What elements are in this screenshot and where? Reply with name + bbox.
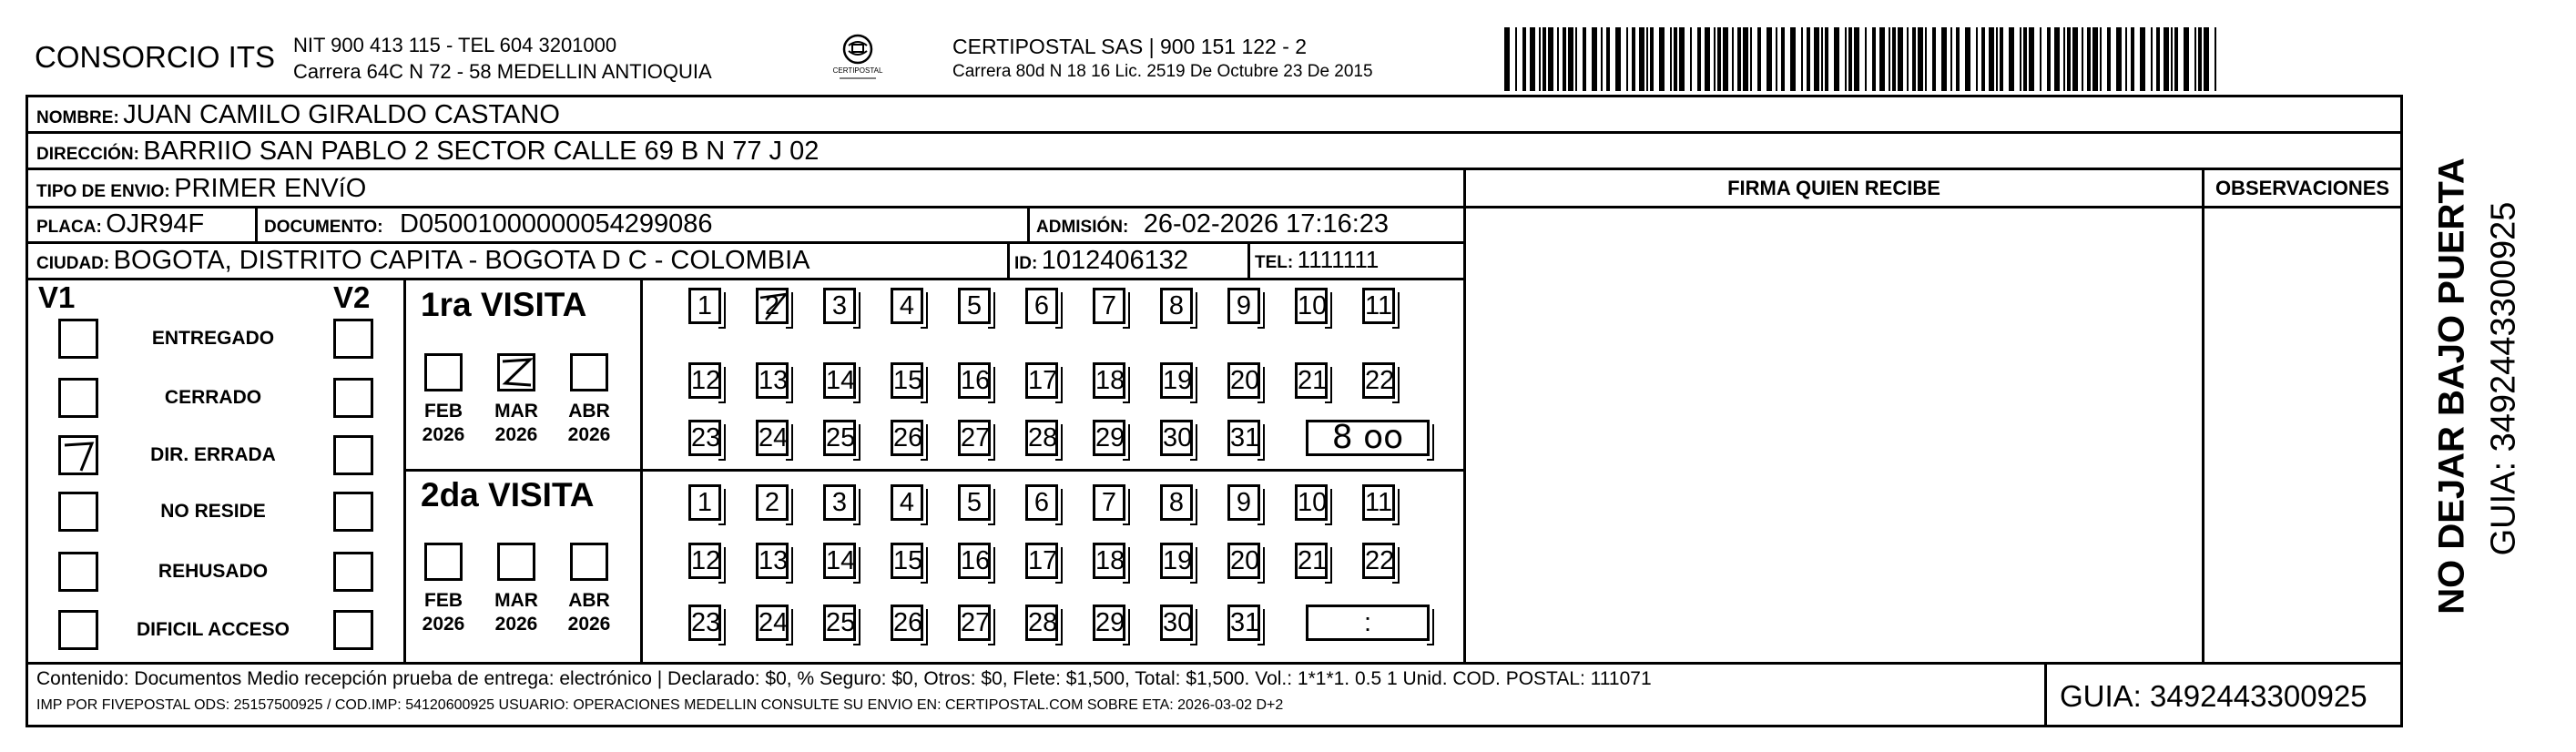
documento-row xyxy=(264,209,713,239)
tipo-row xyxy=(36,174,366,204)
hand-check-icon xyxy=(500,356,533,389)
day-box[interactable]: 27 xyxy=(958,605,991,641)
barcode-bar xyxy=(2092,27,2098,91)
day-box[interactable]: 16 xyxy=(958,543,991,579)
barcode-bar xyxy=(2198,27,2202,91)
column-line xyxy=(1007,241,1010,278)
barcode-bar xyxy=(1732,27,1734,91)
barcode-bar xyxy=(1563,27,1566,91)
svg-text:CERTIPOSTAL: CERTIPOSTAL xyxy=(832,66,883,75)
year-label: 2026 xyxy=(567,614,611,635)
barcode-bar xyxy=(1530,27,1535,91)
barcode-bar xyxy=(1918,27,1923,91)
barcode-bar xyxy=(2174,27,2178,91)
day-box[interactable]: 14 xyxy=(823,362,856,399)
day-box[interactable]: 22 xyxy=(1362,362,1395,399)
day-box[interactable]: 24 xyxy=(756,420,789,456)
barcode-bar xyxy=(2131,27,2134,91)
barcode-bar xyxy=(1639,27,1644,91)
barcode-bar xyxy=(1615,27,1621,91)
day-box[interactable]: 23 xyxy=(688,420,721,456)
month-checkbox[interactable] xyxy=(497,543,535,581)
barcode-bar xyxy=(1776,27,1777,91)
nombre-label: NOMBRE: xyxy=(36,108,119,127)
id-label: ID: xyxy=(1014,254,1038,273)
barcode-bar xyxy=(2164,27,2169,91)
barcode-bar xyxy=(2204,27,2209,91)
barcode-bar xyxy=(2184,27,2189,91)
barcode-bar xyxy=(1825,27,1828,91)
day-box[interactable]: 24 xyxy=(756,605,789,641)
day-box[interactable]: 18 xyxy=(1093,362,1125,399)
day-box[interactable]: 17 xyxy=(1025,362,1058,399)
barcode-bar xyxy=(1932,27,1936,91)
day-box[interactable]: 26 xyxy=(891,605,923,641)
tel-value: 1111111 xyxy=(1297,246,1380,273)
day-box[interactable]: 18 xyxy=(1093,543,1125,579)
month-checkbox[interactable] xyxy=(424,353,463,391)
year-label: 2026 xyxy=(567,424,611,445)
barcode-bar xyxy=(1650,27,1654,91)
day-box[interactable]: 20 xyxy=(1227,362,1260,399)
barcode-bar xyxy=(1892,27,1896,91)
day-box[interactable]: 7 xyxy=(1093,484,1125,521)
barcode-bar xyxy=(1601,27,1603,91)
placa-row xyxy=(36,209,204,239)
side-no-dejar: NO DEJAR BAJO PUERTA xyxy=(2431,158,2472,615)
barcode-bar xyxy=(2194,27,2196,91)
row-line xyxy=(25,131,2403,134)
day-box[interactable]: 4 xyxy=(891,484,923,521)
status-option-label: CERRADO xyxy=(164,387,262,408)
barcode-bar xyxy=(1737,27,1741,91)
hand-mark-icon xyxy=(759,290,789,325)
tel-label: TEL: xyxy=(1255,253,1294,272)
ciudad-value: BOGOTA, DISTRITO CAPITA - BOGOTA D C - COLOMBIA xyxy=(113,246,810,275)
day-box[interactable]: 1 xyxy=(688,484,721,521)
barcode-bar xyxy=(1976,27,1978,91)
day-box[interactable]: 4 xyxy=(891,288,923,324)
barcode-bar xyxy=(2054,27,2060,91)
barcode-bar xyxy=(1912,27,1916,91)
barcode-bar xyxy=(1807,27,1810,91)
firma-header: FIRMA QUIEN RECIBE xyxy=(1727,177,1940,199)
barcode-bar xyxy=(1539,27,1541,91)
hand-check-icon xyxy=(61,438,96,473)
barcode-bar xyxy=(1743,27,1748,91)
month-label: MAR xyxy=(494,590,538,611)
barcode-bar xyxy=(2100,27,2102,91)
day-box[interactable]: 30 xyxy=(1160,420,1193,456)
day-box[interactable]: 17 xyxy=(1025,543,1058,579)
day-box[interactable]: 14 xyxy=(823,543,856,579)
barcode-bar xyxy=(1723,27,1728,91)
barcode-bar xyxy=(1659,27,1665,91)
day-box[interactable]: 20 xyxy=(1227,543,1260,579)
day-box[interactable]: 15 xyxy=(891,543,923,579)
direccion-value: BARRIIO SAN PABLO 2 SECTOR CALLE 69 B N 77 J 02 xyxy=(143,137,820,166)
barcode-bar xyxy=(2020,27,2021,91)
company-name: CONSORCIO ITS xyxy=(35,40,276,74)
barcode-bar xyxy=(1679,27,1685,91)
month-checkbox[interactable] xyxy=(497,353,535,391)
barcode-bar xyxy=(1674,27,1677,91)
second-visit-title: 2da VISITA xyxy=(421,476,595,513)
time-box[interactable]: 8 oo xyxy=(1306,420,1430,456)
day-box[interactable]: 11 xyxy=(1362,288,1395,324)
month-label: MAR xyxy=(494,401,538,422)
barcode-bar xyxy=(2047,27,2051,91)
barcode-bar xyxy=(1646,27,1648,91)
courier-name: CERTIPOSTAL SAS | 900 151 122 - 2 xyxy=(952,35,1308,58)
barcode-bar xyxy=(1889,27,1890,91)
barcode-bar xyxy=(2116,27,2122,91)
barcode-bar xyxy=(1543,27,1546,91)
barcode-bar xyxy=(1606,27,1610,91)
column-line xyxy=(2044,662,2047,727)
barcode-bar xyxy=(1989,27,1994,91)
time-box[interactable]: : xyxy=(1306,605,1430,641)
barcode-bar xyxy=(2023,27,2027,91)
barcode-bar xyxy=(2067,27,2071,91)
certipostal-logo xyxy=(829,33,887,84)
tipo-value: PRIMER ENVíO xyxy=(174,174,367,203)
status-option-label: DIFICIL ACCESO xyxy=(136,619,290,640)
footer-contenido: Contenido: Documentos Medio recepción prueba de entrega: electrónico | Declarado: $0, % Seguro: $0, Otros: $0, Flete: $1,500, Total: $1,500. Vol.: 1*1*1. 0.5 1 Unid. COD. POSTAL: 111071 xyxy=(36,668,1652,689)
v1-checkbox[interactable] xyxy=(58,552,98,592)
column-line xyxy=(1247,241,1250,278)
nombre-row xyxy=(36,100,560,130)
documento-label: DOCUMENTO: xyxy=(264,218,383,237)
barcode-bar xyxy=(1632,27,1635,91)
day-box[interactable]: 30 xyxy=(1160,605,1193,641)
day-box[interactable]: 12 xyxy=(688,543,721,579)
barcode-bar xyxy=(2151,27,2153,91)
day-box[interactable]: 1 xyxy=(688,288,721,324)
day-box[interactable]: 28 xyxy=(1025,420,1058,456)
day-box[interactable]: 19 xyxy=(1160,543,1193,579)
barcode-bar xyxy=(1504,27,1510,91)
column-line xyxy=(255,206,258,241)
barcode-bar xyxy=(2000,27,2003,91)
day-box[interactable]: 5 xyxy=(958,484,991,521)
status-option-label: NO RESIDE xyxy=(160,501,266,522)
ciudad-label: CIUDAD: xyxy=(36,254,110,273)
day-box[interactable]: 25 xyxy=(823,605,856,641)
month-checkbox[interactable] xyxy=(424,543,463,581)
day-box[interactable]: 29 xyxy=(1093,605,1125,641)
barcode-bar xyxy=(1670,27,1672,91)
barcode-bar xyxy=(1854,27,1859,91)
barcode-bar xyxy=(1821,27,1823,91)
day-box[interactable]: 6 xyxy=(1025,484,1058,521)
barcode-bar xyxy=(1717,27,1721,91)
v2-checkbox[interactable] xyxy=(333,492,373,532)
v2-checkbox[interactable] xyxy=(333,435,373,475)
barcode-bar xyxy=(2082,27,2083,91)
footer-imp: IMP POR FIVEPOSTAL ODS: 25157500925 / COD.IMP: 54120600925 USUARIO: OPERACIONES MEDELLIN CONSULTE SU ENVIO EN: CERTIPOSTAL.COM SOBRE ETA: 2026-03-02 D+2 xyxy=(36,697,1284,713)
day-box[interactable]: 27 xyxy=(958,420,991,456)
v1-checkbox[interactable] xyxy=(58,435,98,475)
barcode-bar xyxy=(1626,27,1628,91)
barcode-bar xyxy=(1592,27,1597,91)
barcode-bar xyxy=(1781,27,1785,91)
day-box[interactable]: 3 xyxy=(823,484,856,521)
day-box[interactable]: 2 xyxy=(756,288,789,324)
barcode-bar xyxy=(1872,27,1876,91)
v1-label: V1 xyxy=(38,280,76,314)
barcode-bar xyxy=(1848,27,1852,91)
day-box[interactable]: 11 xyxy=(1362,484,1395,521)
day-box[interactable]: 19 xyxy=(1160,362,1193,399)
barcode-bar xyxy=(1750,27,1752,91)
barcode-bar xyxy=(1548,27,1553,91)
day-box[interactable]: 8 xyxy=(1160,484,1193,521)
barcode-bar xyxy=(1925,27,1927,91)
barcode-bar xyxy=(1714,27,1716,91)
day-box[interactable]: 15 xyxy=(891,362,923,399)
v1-checkbox[interactable] xyxy=(58,378,98,418)
day-box[interactable]: 23 xyxy=(688,605,721,641)
year-label: 2026 xyxy=(422,424,465,445)
documento-value: D05001000000054299086 xyxy=(400,209,713,239)
month-checkbox[interactable] xyxy=(570,543,608,581)
barcode-bar xyxy=(2156,27,2160,91)
admision-label: ADMISIÓN: xyxy=(1036,218,1129,237)
company-address: Carrera 64C N 72 - 58 MEDELLIN ANTIOQUIA xyxy=(293,60,712,83)
barcode-bar xyxy=(1697,27,1701,91)
day-box[interactable]: 26 xyxy=(891,420,923,456)
day-box[interactable]: 9 xyxy=(1227,288,1260,324)
v1-checkbox[interactable] xyxy=(58,492,98,532)
courier-address: Carrera 80d N 18 16 Lic. 2519 De Octubre 23 De 2015 xyxy=(952,62,1373,81)
barcode-bar xyxy=(1834,27,1839,91)
day-box[interactable]: 2 xyxy=(756,484,789,521)
company-nit: NIT 900 413 115 - TEL 604 3201000 xyxy=(293,34,617,56)
status-option-label: ENTREGADO xyxy=(151,328,275,349)
day-box[interactable]: 7 xyxy=(1093,288,1125,324)
barcode-bar xyxy=(1515,27,1517,91)
v2-checkbox[interactable] xyxy=(333,319,373,359)
v2-checkbox[interactable] xyxy=(333,552,373,592)
status-option-label: REHUSADO xyxy=(158,561,269,582)
barcode-bar xyxy=(1575,27,1577,91)
status-option-label: DIR. ERRADA xyxy=(150,444,276,465)
day-box[interactable]: 3 xyxy=(823,288,856,324)
v1-checkbox[interactable] xyxy=(58,319,98,359)
barcode-bar xyxy=(1941,27,1947,91)
admision-value: 26-02-2026 17:16:23 xyxy=(1143,209,1390,239)
day-box[interactable]: 10 xyxy=(1295,484,1328,521)
barcode-bar xyxy=(1690,27,1692,91)
v2-checkbox[interactable] xyxy=(333,378,373,418)
barcode-bar xyxy=(2171,27,2173,91)
day-box[interactable]: 21 xyxy=(1295,362,1328,399)
column-line xyxy=(2202,168,2204,664)
day-box[interactable]: 29 xyxy=(1093,420,1125,456)
day-box[interactable]: 9 xyxy=(1227,484,1260,521)
day-box[interactable]: 21 xyxy=(1295,543,1328,579)
day-box[interactable]: 31 xyxy=(1227,605,1260,641)
barcode-bar xyxy=(1814,27,1819,91)
day-box[interactable]: 6 xyxy=(1025,288,1058,324)
day-box[interactable]: 28 xyxy=(1025,605,1058,641)
barcode-bar xyxy=(2140,27,2145,91)
day-box[interactable]: 10 xyxy=(1295,288,1328,324)
day-box[interactable]: 25 xyxy=(823,420,856,456)
day-box[interactable]: 13 xyxy=(756,543,789,579)
id-row xyxy=(1014,246,1188,276)
day-box[interactable]: 8 xyxy=(1160,288,1193,324)
day-box[interactable]: 12 xyxy=(688,362,721,399)
day-box[interactable]: 5 xyxy=(958,288,991,324)
barcode-bar xyxy=(1865,27,1867,91)
row-line xyxy=(25,206,2403,208)
direccion-label: DIRECCIÓN: xyxy=(36,145,139,164)
month-checkbox[interactable] xyxy=(570,353,608,391)
year-label: 2026 xyxy=(494,614,538,635)
month-label: FEB xyxy=(424,590,463,611)
side-guia: GUIA: 3492443300925 xyxy=(2484,201,2523,556)
tel-row xyxy=(1255,246,1379,274)
first-visit-title: 1ra VISITA xyxy=(421,286,587,323)
barcode-bar xyxy=(1757,27,1761,91)
nombre-value: JUAN CAMILO GIRALDO CASTANO xyxy=(123,100,560,129)
id-value: 1012406132 xyxy=(1041,246,1189,275)
placa-value: OJR94F xyxy=(106,209,205,239)
row-line xyxy=(403,469,1465,472)
v1-checkbox[interactable] xyxy=(58,610,98,650)
day-box[interactable]: 13 xyxy=(756,362,789,399)
v2-label: V2 xyxy=(333,280,371,314)
v2-checkbox[interactable] xyxy=(333,610,373,650)
observaciones-header: OBSERVACIONES xyxy=(2215,177,2390,199)
barcode-bar xyxy=(2063,27,2065,91)
barcode-bar xyxy=(1801,27,1803,91)
barcode-bar xyxy=(1522,27,1526,91)
barcode-bar xyxy=(2029,27,2034,91)
month-label: ABR xyxy=(568,590,610,611)
footer-guia: GUIA: 3492443300925 xyxy=(2060,679,2367,713)
barcode-bar xyxy=(1583,27,1586,91)
day-box[interactable]: 22 xyxy=(1362,543,1395,579)
barcode-bar xyxy=(1956,27,1960,91)
barcode-bar xyxy=(2009,27,2014,91)
barcode-bar xyxy=(1907,27,1909,91)
barcode-bar xyxy=(2125,27,2127,91)
column-line xyxy=(1027,206,1030,241)
barcode-bar xyxy=(1950,27,1952,91)
year-label: 2026 xyxy=(494,424,538,445)
row-line xyxy=(25,278,1464,280)
barcode-bar xyxy=(1965,27,1970,91)
column-line xyxy=(2400,95,2403,727)
barcode-bar xyxy=(1879,27,1885,91)
barcode-bar xyxy=(2107,27,2111,91)
barcode xyxy=(1502,27,2226,91)
admision-row xyxy=(1036,209,1389,239)
barcode-bar xyxy=(1568,27,1573,91)
barcode-bar xyxy=(1705,27,1710,91)
month-label: ABR xyxy=(568,401,610,422)
barcode-bar xyxy=(2040,27,2041,91)
row-line xyxy=(25,168,2403,170)
barcode-bar xyxy=(2215,27,2216,91)
direccion-row xyxy=(36,137,819,167)
barcode-bar xyxy=(1981,27,1985,91)
placa-label: PLACA: xyxy=(36,218,102,237)
tipo-label: TIPO DE ENVIO: xyxy=(36,182,170,201)
year-label: 2026 xyxy=(422,614,465,635)
ciudad-row xyxy=(36,246,810,276)
barcode-bar xyxy=(1845,27,1847,91)
barcode-bar xyxy=(1996,27,1998,91)
barcode-bar xyxy=(1898,27,1903,91)
day-box[interactable]: 16 xyxy=(958,362,991,399)
barcode-bar xyxy=(2087,27,2091,91)
day-box[interactable]: 31 xyxy=(1227,420,1260,456)
month-label: FEB xyxy=(424,401,463,422)
barcode-bar xyxy=(2072,27,2078,91)
barcode-bar xyxy=(1790,27,1796,91)
column-line xyxy=(1463,168,1466,664)
barcode-bar xyxy=(1557,27,1559,91)
barcode-bar xyxy=(1767,27,1772,91)
